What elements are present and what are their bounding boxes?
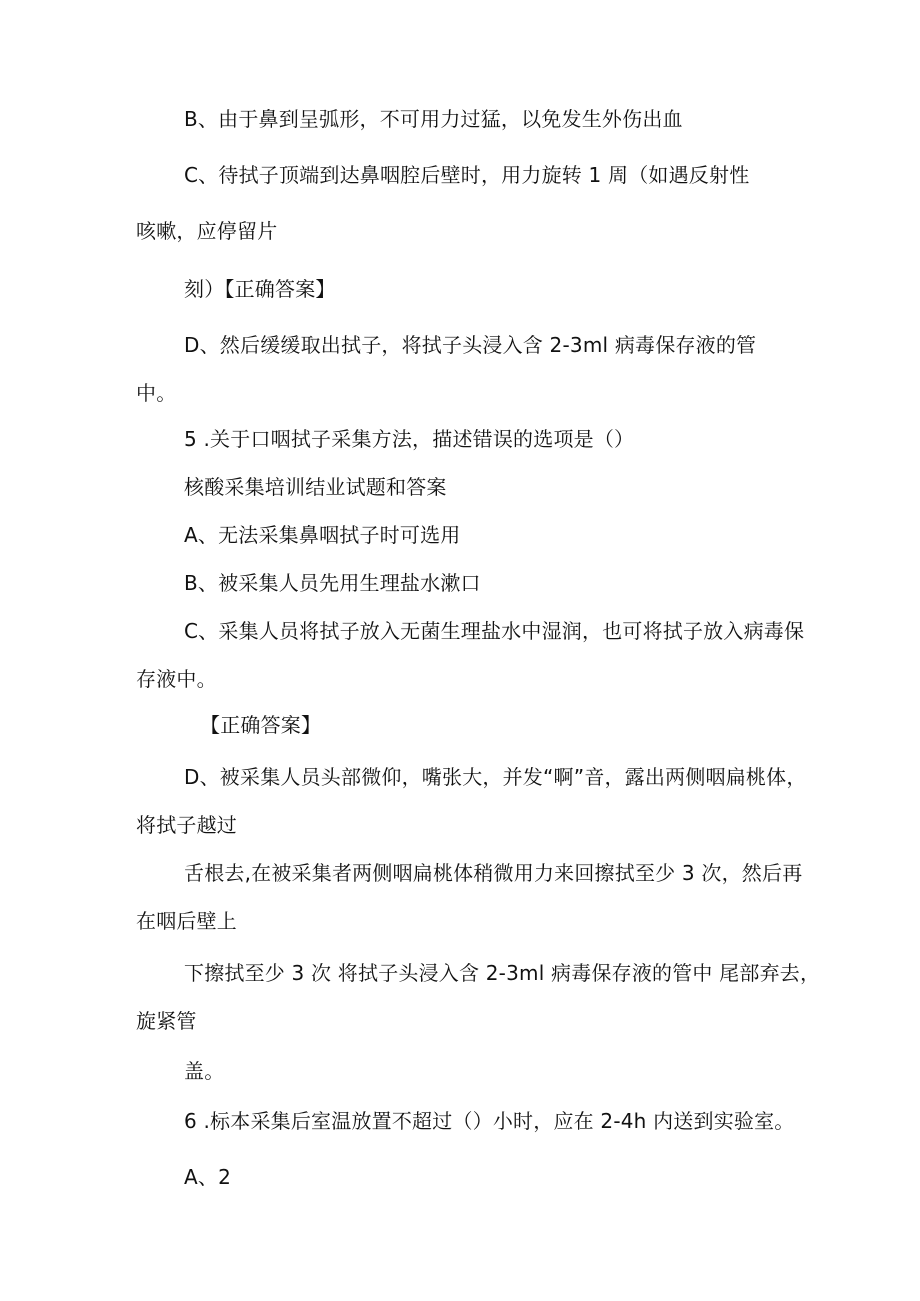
option-d-nasal-cont: 中。 xyxy=(136,381,177,405)
option-c-nasal-cont-1: 咳嗽，应停留片 xyxy=(136,219,278,243)
option-d-oral-cont-2: 舌根去,在被采集者两侧咽扁桃体稍微用力来回擦拭至少 3 次，然后再 xyxy=(184,861,803,885)
option-a-q6: A、2 xyxy=(184,1165,232,1189)
option-c-oral-cont: 存液中。 xyxy=(136,667,217,691)
option-d-oral-cont-5: 旋紧管 xyxy=(136,1009,197,1033)
option-c-nasal: C、待拭子顶端到达鼻咽腔后壁时，用力旋转 1 周（如遇反射性 xyxy=(184,163,750,187)
question-5: 5 .关于口咽拭子采集方法，描述错误的选项是（） xyxy=(184,427,635,451)
option-d-oral-cont-4: 下擦拭至少 3 次 将拭子头浸入含 2-3ml 病毒保存液的管中 尾部弃去， xyxy=(184,961,821,985)
question-6: 6 .标本采集后室温放置不超过（）小时，应在 2-4h 内送到实验室。 xyxy=(184,1109,795,1133)
header-text: 核酸采集培训结业试题和答案 xyxy=(184,475,447,499)
option-d-oral-cont-3: 在咽后壁上 xyxy=(136,909,237,933)
option-c-nasal-cont-2: 刻）【正确答案】 xyxy=(184,277,336,301)
option-a-oral: A、无法采集鼻咽拭子时可选用 xyxy=(184,523,461,547)
correct-answer-label: 【正确答案】 xyxy=(200,713,322,737)
option-d-oral: D、被采集人员头部微仰，嘴张大，并发“啊”音，露出两侧咽扁桃体， xyxy=(184,765,807,789)
option-b-nasal: B、由于鼻到呈弧形，不可用力过猛，以免发生外伤出血 xyxy=(184,107,683,131)
option-d-oral-cont-6: 盖。 xyxy=(184,1059,225,1083)
option-b-oral: B、被采集人员先用生理盐水漱口 xyxy=(184,571,481,595)
option-d-nasal: D、然后缓缓取出拭子，将拭子头浸入含 2-3ml 病毒保存液的管 xyxy=(184,333,757,357)
option-d-oral-cont-1: 将拭子越过 xyxy=(136,813,237,837)
option-c-oral: C、采集人员将拭子放入无菌生理盐水中湿润，也可将拭子放入病毒保 xyxy=(184,619,805,643)
